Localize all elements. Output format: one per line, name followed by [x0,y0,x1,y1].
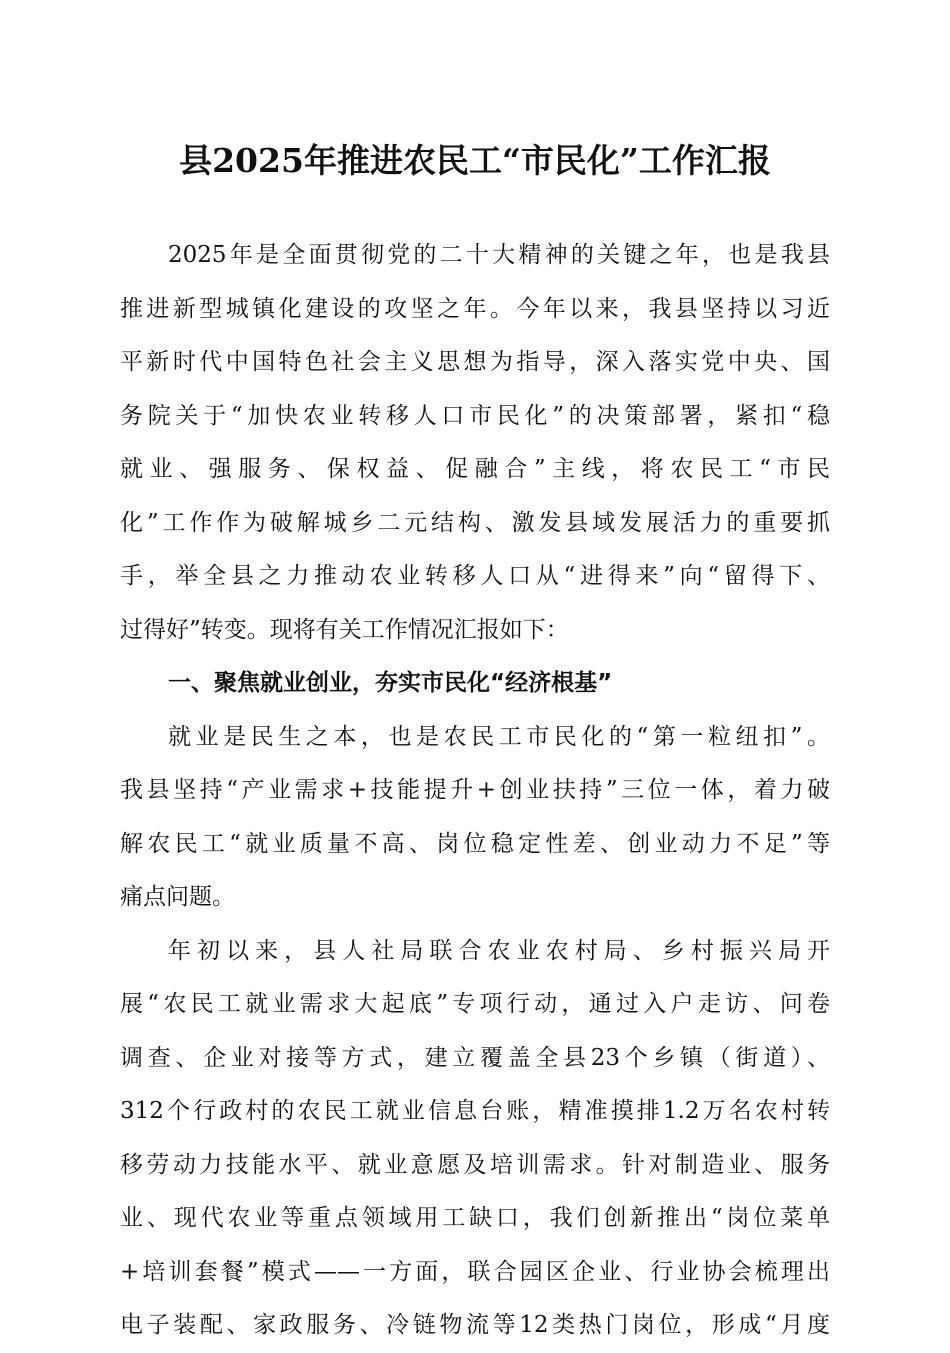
paragraph-line: +培训套餐”模式——一方面，联合园区企业、行业协会梳理出 [120,1258,830,1285]
paragraph-line: 平新时代中国特色社会主义思想为指导，深入落实党中央、国 [120,349,830,375]
paragraph-line: 展“农民工就业需求大起底”专项行动，通过入户走访、问卷 [120,991,830,1017]
paragraph-line: 推进新型城镇化建设的攻坚之年。今年以来，我县坚持以习近 [120,295,830,322]
paragraph-line: 电子装配、家政服务、冷链物流等12类热门岗位，形成“月度 [120,1312,830,1338]
paragraph-line: 我县坚持“产业需求+技能提升+创业扶持”三位一体，着力破 [120,777,830,803]
paragraph-line: 就业是民生之本，也是农民工市民化的“第一粒纽扣”。 [168,723,830,750]
document-body [120,229,830,1353]
paragraph-line: 312个行政村的农民工就业信息台账，精准摸排1.2万名农村转 [120,1098,830,1124]
paragraph-line: 移劳动力技能水平、就业意愿及培训需求。针对制造业、服务 [120,1151,830,1178]
paragraph-line: 解农民工“就业质量不高、岗位稳定性差、创业动力不足”等 [120,830,830,857]
paragraph-line: 业、现代农业等重点领域用工缺口，我们创新推出“岗位菜单 [120,1205,830,1231]
paragraph-line: 手，举全县之力推动农业转移人口从“进得来”向“留得下、 [120,563,830,589]
paragraph-line: 过得好”转变。现将有关工作情况汇报如下： [120,616,569,643]
paragraph-line: 年初以来，县人社局联合农业农村局、乡村振兴局开 [168,937,830,964]
paragraph-line: 痛点问题。 [120,884,235,910]
paragraph-line: 化”工作作为破解城乡二元结构、激发县域发展活力的重要抓 [120,509,830,536]
document-title: 县2025年推进农民工“市民化”工作汇报 [179,141,771,180]
paragraph-line: 就业、强服务、保权益、促融合”主线，将农民工“市民 [120,456,830,482]
section-heading: 一、聚焦就业创业，夯实市民化“经济根基” [168,670,613,696]
paragraph-line: 调查、企业对接等方式，建立覆盖全县23个乡镇（街道）、 [120,1044,830,1071]
paragraph-line: 务院关于“加快农业转移人口市民化”的决策部署，紧扣“稳 [120,402,830,429]
paragraph-line: 2025年是全面贯彻党的二十大精神的关键之年，也是我县 [168,242,830,268]
